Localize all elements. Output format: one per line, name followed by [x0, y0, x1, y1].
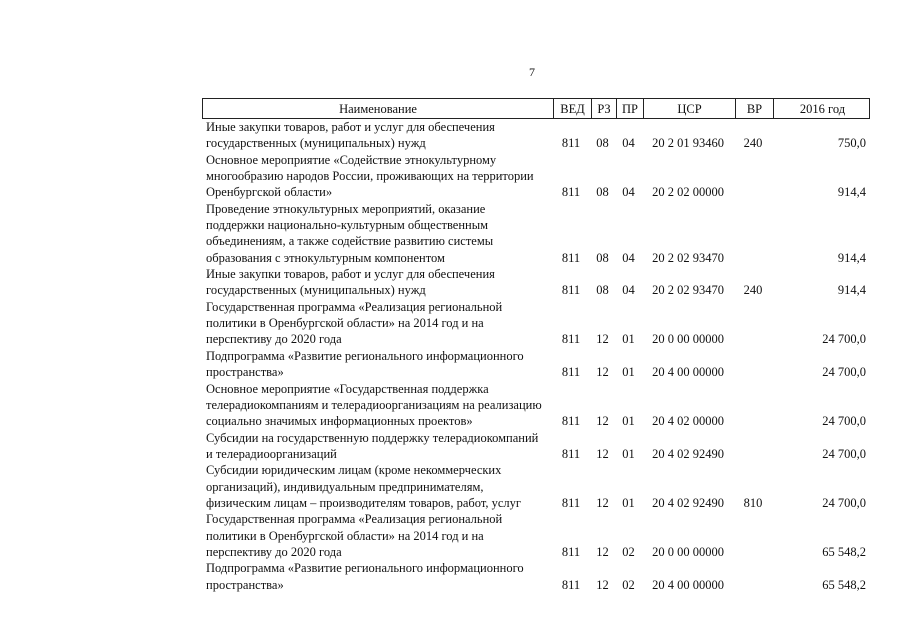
row-amount: 750,0 [837, 136, 866, 151]
header-ved: ВЕД [553, 99, 591, 118]
table-row [202, 511, 870, 560]
table-row [202, 462, 870, 511]
table-header [202, 98, 870, 119]
row-csr: 20 2 02 00000 [652, 185, 724, 200]
row-name: Иные закупки товаров, работ и услуг для обеспечения государственных (муниципальных) нужд [206, 267, 495, 298]
header-rz: РЗ [591, 99, 616, 118]
row-ved: 811 [561, 283, 581, 298]
row-amount: 24 700,0 [822, 495, 866, 510]
table-row [202, 381, 870, 430]
row-rz: 12 [596, 577, 609, 592]
table-row [202, 266, 870, 299]
row-vr [734, 544, 772, 560]
row-csr: 20 4 02 00000 [652, 414, 724, 429]
row-rz: 08 [596, 250, 609, 265]
row-vr [734, 184, 772, 200]
page-number: 7 [529, 65, 535, 79]
table-row [202, 299, 870, 348]
row-ved: 811 [561, 446, 581, 461]
row-amount: 65 548,2 [822, 577, 866, 592]
row-amount: 24 700,0 [822, 414, 866, 429]
row-ved: 811 [561, 332, 581, 347]
row-vr: 240 [743, 136, 763, 151]
table-row [202, 201, 870, 266]
header-year: 2016 год [773, 99, 871, 118]
header-csr: ЦСР [643, 99, 735, 118]
row-csr: 20 0 00 00000 [652, 332, 724, 347]
row-vr [734, 577, 772, 593]
row-rz: 12 [596, 365, 609, 380]
row-name: Иные закупки товаров, работ и услуг для обеспечения государственных (муниципальных) нужд [206, 120, 495, 151]
row-ved: 811 [561, 414, 581, 429]
row-rz: 08 [596, 136, 609, 151]
row-rz: 08 [596, 185, 609, 200]
header-vr: ВР [735, 99, 773, 118]
table-row [202, 560, 870, 593]
row-amount: 914,4 [837, 185, 866, 200]
row-rz: 12 [596, 414, 609, 429]
row-rz: 12 [596, 544, 609, 559]
row-vr: 810 [743, 495, 763, 510]
row-csr: 20 2 01 93460 [652, 136, 724, 151]
row-csr: 20 0 00 00000 [652, 544, 724, 559]
row-vr [734, 446, 772, 462]
row-csr: 20 4 00 00000 [652, 365, 724, 380]
table-row [202, 430, 870, 463]
row-amount: 65 548,2 [822, 544, 866, 559]
row-vr [734, 364, 772, 380]
row-vr [734, 250, 772, 266]
row-vr [734, 331, 772, 347]
row-name: Основное мероприятие «Государственная поддержка телерадиокомпаниям и телерадиоорганизациям на реализацию социально значимых информационных проектов» [206, 381, 542, 429]
row-amount: 914,4 [837, 250, 866, 265]
row-pr: 01 [622, 495, 635, 510]
row-csr: 20 4 00 00000 [652, 577, 724, 592]
row-ved: 811 [561, 544, 581, 559]
budget-table [202, 98, 870, 593]
row-ved: 811 [561, 495, 581, 510]
row-rz: 12 [596, 446, 609, 461]
row-name: Подпрограмма «Развитие регионального информационного пространства» [206, 348, 524, 380]
row-rz: 12 [596, 495, 609, 510]
row-pr: 04 [622, 136, 635, 151]
row-pr: 01 [622, 365, 635, 380]
row-ved: 811 [561, 250, 581, 265]
row-ved: 811 [561, 577, 581, 592]
row-pr: 01 [622, 332, 635, 347]
row-name: Государственная программа «Реализация региональной политики в Оренбургской области» на 2014 год и на перспективу до 2020 года [206, 299, 503, 347]
row-ved: 811 [561, 136, 581, 151]
row-csr: 20 2 02 93470 [652, 250, 724, 265]
row-pr: 02 [622, 544, 635, 559]
row-ved: 811 [561, 185, 581, 200]
row-amount: 24 700,0 [822, 365, 866, 380]
row-name: Субсидии юридическим лицам (кроме некоммерческих организаций), индивидуальным предпринимателям, физическим лицам – производителям товаров, работ, услуг [206, 463, 522, 510]
row-pr: 04 [622, 283, 635, 298]
table-row [202, 119, 870, 152]
table-body [202, 119, 870, 593]
row-amount: 24 700,0 [822, 332, 866, 347]
row-pr: 02 [622, 577, 635, 592]
row-rz: 08 [596, 283, 609, 298]
row-name: Субсидии на государственную поддержку телерадиокомпаний и телерадиоорганизаций [206, 430, 539, 461]
row-name: Подпрограмма «Развитие регионального информационного пространства» [206, 561, 524, 592]
row-name: Основное мероприятие «Содействие этнокультурному многообразию народов России, проживающих на территории Оренбургской области» [206, 152, 534, 200]
row-vr [734, 413, 772, 429]
table-row [202, 348, 870, 381]
row-name: Проведение этнокультурных мероприятий, оказание поддержки национально-культурным общественным объединениям, а также содействие развитию системы образования с этнокультурным компонентом [206, 201, 494, 265]
row-pr: 04 [622, 250, 635, 265]
row-pr: 04 [622, 185, 635, 200]
row-name: Государственная программа «Реализация региональной политики в Оренбургской области» на 2014 год и на перспективу до 2020 года [206, 512, 503, 559]
row-csr: 20 2 02 93470 [652, 283, 724, 298]
row-amount: 914,4 [837, 283, 866, 298]
table-row [202, 152, 870, 201]
row-ved: 811 [561, 365, 581, 380]
row-rz: 12 [596, 332, 609, 347]
row-pr: 01 [622, 446, 635, 461]
row-csr: 20 4 02 92490 [652, 495, 724, 510]
row-amount: 24 700,0 [822, 446, 866, 461]
row-csr: 20 4 02 92490 [652, 446, 724, 461]
row-pr: 01 [622, 414, 635, 429]
row-vr: 240 [743, 283, 763, 298]
header-pr: ПР [616, 99, 643, 118]
header-name: Наименование [339, 102, 417, 116]
